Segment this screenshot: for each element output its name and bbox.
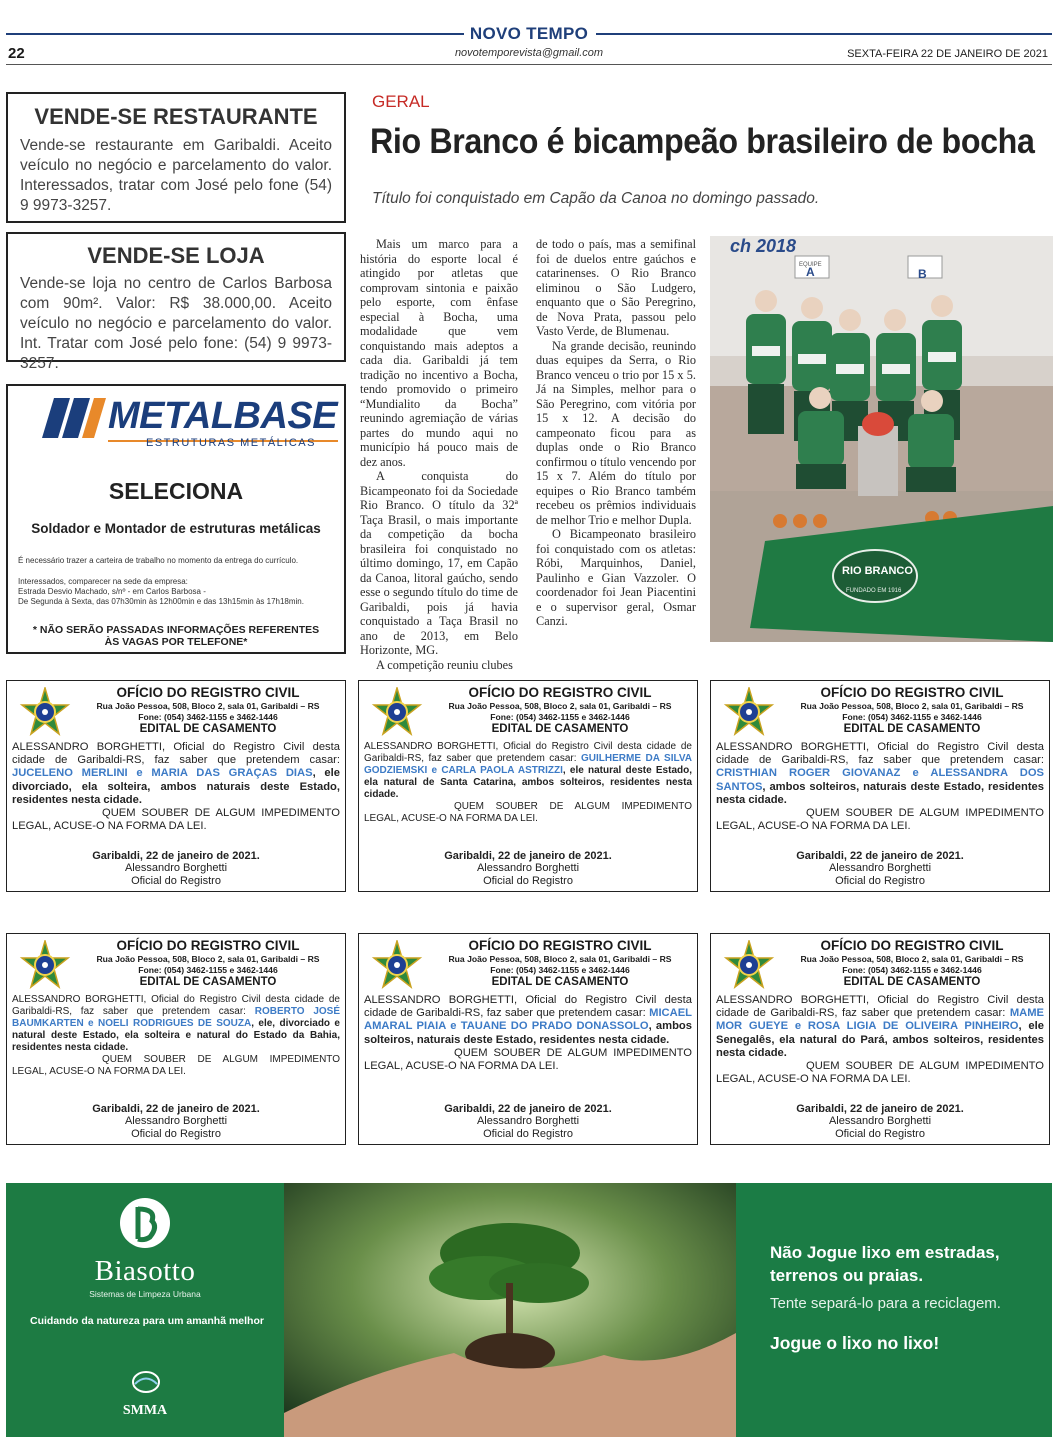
classified-text: Vende-se restaurante em Garibaldi. Aceito veículo no negócio e parcelamento do valor. Interessados, tratar com José pelo fone (54) 9 9973-3257. (20, 137, 332, 214)
article-paragraph: Na grande decisão, reunindo duas equipes da Serra, o Rio Branco venceu o trio por 15 x 5. Já na Simples, melhor para o São Peregrino, com vitória por 15 x 12. A decisão do campeonato ficou para as duplas onde o Rio Branco confirmou o título vencendo por 15 x 7. Além do título por equipes o Rio Branco também recebeu os prêmios individuais de melhor Trio e melhor Dupla. (536, 338, 696, 527)
registry-title: OFÍCIO DO REGISTRO CIVIL (820, 938, 1004, 953)
metalbase-role: Soldador e Montador de estruturas metálicas (31, 521, 321, 536)
registry-phone: Fone: (054) 3462-1155 e 3462-1446 (842, 965, 982, 975)
article-column-2 (536, 237, 696, 629)
registry-signature (7, 850, 345, 888)
registry-address-line: Rua João Pessoa, 508, Bloco 2, sala 01, Garibaldi – RS (800, 954, 1024, 964)
photo-banner-text: ch 2018 (730, 236, 797, 256)
brazil-coat-of-arms-icon (723, 687, 775, 739)
article-headline: Rio Branco é bicampeão brasileiro de bocha (370, 122, 1035, 161)
registry-notice (358, 680, 698, 892)
registry-body (12, 741, 340, 833)
metalbase-brand-sub: ESTRUTURAS METÁLICAS (146, 437, 316, 449)
registry-couple-details: , ele, divorciado e natural deste Estado, ela solteira e natural do Estado da Bahia, residentes nesta cidade. (12, 1018, 340, 1053)
registry-phone: Fone: (054) 3462-1155 e 3462-1446 (138, 965, 278, 975)
registry-body (12, 994, 340, 1078)
article-paragraph: A competição reuniu clubes (376, 657, 513, 672)
registry-intro: ALESSANDRO BORGHETTI, Oficial do Registro Civil desta cidade de Garibaldi-RS, faz saber que pretendem casar: (716, 994, 1044, 1020)
registry-closing: QUEM SOUBER DE ALGUM IMPEDIMENTO LEGAL, ACUSE-O NA FORMA DA LEI. (364, 1046, 692, 1073)
registry-edital: EDITAL DE CASAMENTO (491, 976, 629, 988)
registry-phone: Fone: (054) 3462-1155 e 3462-1446 (138, 712, 278, 722)
registry-signer-role: Oficial do Registro (483, 1127, 573, 1140)
registry-couple-names: JUCELENO MERLINI e MARIA DAS GRAÇAS DIAS (12, 767, 313, 780)
registry-signer-role: Oficial do Registro (835, 874, 925, 887)
article-photo (710, 236, 1053, 642)
registry-signer: Alessandro Borghetti (124, 862, 228, 874)
registry-closing: QUEM SOUBER DE ALGUM IMPEDIMENTO LEGAL, ACUSE-O NA FORMA DA LEI. (12, 1054, 340, 1077)
metalbase-note: É necessário trazer a carteira de trabalho no momento da entrega do currículo. (18, 556, 299, 565)
article-paragraph: A conquista do Bicampeonato foi da Sociedade Rio Branco. O título da 32ª Taça Brasil, o mais importante da competição da bocha brasileira foi conquistado no último domingo, 17, em Capão da Canoa, litoral gaúcho, sendo esse o segundo título do time de Garibaldi, pois já havia conquistado a Taça Brasil no ano de 2013, em Belo Horizonte, MG. (360, 469, 518, 657)
biasotto-message-3: Jogue o lixo no lixo! (770, 1333, 940, 1353)
metalbase-brand: METALBASE (108, 395, 338, 437)
registry-couple-details: , ele divorciado, ela solteira, ambos naturais deste Estado, residentes nesta cidade. (12, 767, 340, 806)
seedling-hands-illustration (284, 1183, 736, 1437)
registry-edital: EDITAL DE CASAMENTO (843, 976, 981, 988)
registry-address (781, 701, 1043, 723)
registry-address (77, 701, 339, 723)
photo-score-b: B (918, 267, 927, 281)
registry-couple-details: , ambos solteiros, naturais deste Estado, residentes nesta cidade. (716, 780, 1044, 806)
registry-intro: ALESSANDRO BORGHETTI, Oficial do Registro Civil desta cidade de Garibaldi-RS, faz saber que pretendem casar: (716, 741, 1044, 767)
registry-closing: QUEM SOUBER DE ALGUM IMPEDIMENTO LEGAL, ACUSE-O NA FORMA DA LEI. (716, 1060, 1044, 1086)
masthead: NOVO TEMPO (469, 24, 589, 43)
photo-flag-text: RIO BRANCO (842, 565, 913, 577)
classified-title: VENDE-SE LOJA (87, 243, 265, 268)
registry-title: OFÍCIO DO REGISTRO CIVIL (116, 685, 300, 700)
registry-signature (711, 1103, 1049, 1141)
biasotto-tagline: Cuidando da natureza para um amanhã melhor (30, 1315, 264, 1327)
registry-date: Garibaldi, 22 de janeiro de 2021. (444, 1102, 612, 1115)
registry-notice (710, 933, 1050, 1145)
registry-notice (6, 933, 346, 1145)
registry-signature (7, 1103, 345, 1141)
article-kicker: GERAL (372, 92, 430, 111)
registry-signer-role: Oficial do Registro (483, 874, 573, 887)
registry-edital: EDITAL DE CASAMENTO (139, 976, 277, 988)
biasotto-logo-icon (118, 1195, 172, 1251)
article-subhead: Título foi conquistado em Capão da Canoa no domingo passado. (372, 190, 820, 207)
registry-date: Garibaldi, 22 de janeiro de 2021. (92, 1102, 260, 1115)
classified-store (6, 232, 346, 372)
smma-brand: SMMA (122, 1403, 168, 1418)
registry-notice (6, 680, 346, 892)
registry-body (716, 741, 1044, 833)
biasotto-message-line: Não Jogue lixo em estradas, (770, 1243, 1000, 1262)
registry-phone: Fone: (054) 3462-1155 e 3462-1446 (490, 712, 630, 722)
registry-address (429, 701, 691, 723)
metalbase-address-1: Interessados, comparecer na sede da empresa: (18, 577, 188, 586)
registry-date: Garibaldi, 22 de janeiro de 2021. (92, 849, 260, 862)
metalbase-logo-icon (40, 396, 108, 440)
registry-couple-details: , ambos solteiros, naturais deste Estado, residentes nesta cidade. (364, 1020, 692, 1046)
registry-edital: EDITAL DE CASAMENTO (139, 723, 277, 735)
article-paragraph: O Bicampeonato brasileiro foi conquistado com os atletas: Róbi, Marquinhos, Daniel, Paulinho e Gian Vazzoler. O coordenador foi Jean Piacentini e o supervisor geral, Osmar Canzi. (536, 527, 696, 628)
classified-restaurant (6, 92, 346, 223)
registry-body (364, 994, 692, 1073)
registry-address-line: Rua João Pessoa, 508, Bloco 2, sala 01, Garibaldi – RS (448, 701, 672, 711)
registry-intro: ALESSANDRO BORGHETTI, Oficial do Registro Civil desta cidade de Garibaldi-RS, faz saber que pretendem casar: (364, 741, 692, 764)
registry-address-line: Rua João Pessoa, 508, Bloco 2, sala 01, Garibaldi – RS (448, 954, 672, 964)
registry-intro: ALESSANDRO BORGHETTI, Oficial do Registro Civil desta cidade de Garibaldi-RS, faz saber que pretendem casar: (12, 994, 340, 1017)
registry-address-line: Rua João Pessoa, 508, Bloco 2, sala 01, Garibaldi – RS (800, 701, 1024, 711)
smma-logo-icon (131, 1369, 161, 1395)
registry-date: Garibaldi, 22 de janeiro de 2021. (796, 1102, 964, 1115)
registry-closing: QUEM SOUBER DE ALGUM IMPEDIMENTO LEGAL, ACUSE-O NA FORMA DA LEI. (12, 807, 340, 833)
metalbase-warning-line: * NÃO SERÃO PASSADAS INFORMAÇÕES REFERENTES (32, 624, 320, 636)
registry-title: OFÍCIO DO REGISTRO CIVIL (820, 685, 1004, 700)
biasotto-message-line: terrenos ou praias. (770, 1266, 924, 1285)
metalbase-address-3: De Segunda à Sexta, das 07h30min às 12h00min e das 13h15min às 17h18min. (18, 597, 304, 606)
registry-phone: Fone: (054) 3462-1155 e 3462-1446 (490, 965, 630, 975)
metalbase-headline: SELECIONA (108, 478, 244, 504)
registry-signer: Alessandro Borghetti (476, 862, 580, 874)
registry-signer: Alessandro Borghetti (828, 1115, 932, 1127)
article-paragraph: Mais um marco para a história do esporte local é atingido por atletas que comprovam sintonia e paixão pelo esporte, com ênfase especial à Bocha, uma modalidade que vem conquistando mais adeptos a cada dia. Garibaldi já tem tradição no incentivo a Bocha, tendo promovido o primeiro “Mundialito da Bocha” reunindo agremiação de várias partes do mundo aqui no município há pouco mais de dez anos. (360, 237, 518, 469)
metalbase-warning-line: ÀS VAGAS POR TELEFONE* (104, 636, 248, 648)
brazil-coat-of-arms-icon (371, 687, 423, 739)
registry-couple-names: CRISTHIAN ROGER GIOVANAZ e ALESSANDRA DOS SANTOS (716, 767, 1044, 793)
biasotto-brand: Biasotto (94, 1255, 196, 1287)
registry-signer: Alessandro Borghetti (828, 862, 932, 874)
header-rule (6, 64, 1052, 65)
masthead-email: novotemporevista@gmail.com (454, 47, 604, 59)
registry-couple-names: MICAEL AMARAL PIAIA e TAUANE DO PRADO DONASSOLO (364, 1007, 693, 1033)
metalbase-warning (6, 624, 346, 648)
registry-notice (358, 933, 698, 1145)
biasotto-photo (284, 1183, 736, 1437)
registry-couple-details: , ele Senegalês, ela natural do Pará, ambos solteiros, residentes nesta cidade. (716, 1020, 1044, 1059)
photo-score-a: A (806, 265, 815, 279)
metalbase-address-2: Estrada Desvio Machado, s/nº - em Carlos Barbosa - (18, 587, 206, 596)
registry-address (429, 954, 691, 976)
article-paragraph: de todo o país, mas a semifinal foi de duelos entre gaúchos e catarinenses. O Rio Branco eliminou o São Ludgero, enquanto que o São Peregrino, de Nova Prata, passou pelo Vasto Verde, de Blumenau. (536, 237, 696, 338)
registry-title: OFÍCIO DO REGISTRO CIVIL (116, 938, 300, 953)
brazil-coat-of-arms-icon (19, 687, 71, 739)
registry-address-line: Rua João Pessoa, 508, Bloco 2, sala 01, Garibaldi – RS (96, 954, 320, 964)
brazil-coat-of-arms-icon (723, 940, 775, 992)
registry-signature (711, 850, 1049, 888)
registry-intro: ALESSANDRO BORGHETTI, Oficial do Registro Civil desta cidade de Garibaldi-RS, faz saber que pretendem casar: (364, 994, 692, 1020)
registry-signer: Alessandro Borghetti (476, 1115, 580, 1127)
registry-intro: ALESSANDRO BORGHETTI, Oficial do Registro Civil desta cidade de Garibaldi-RS, faz saber que pretendem casar: (12, 741, 340, 767)
registry-couple-details: , ele natural deste Estado, ela natural de Santa Catarina, ambos solteiros, residentes nesta cidade. (364, 765, 692, 800)
team-photo-illustration (710, 236, 1053, 642)
registry-closing: QUEM SOUBER DE ALGUM IMPEDIMENTO LEGAL, ACUSE-O NA FORMA DA LEI. (716, 807, 1044, 833)
biasotto-message-2: Tente separá-lo para a reciclagem. (770, 1295, 1001, 1312)
article-column-1 (360, 237, 518, 672)
registry-signature (359, 850, 697, 888)
registry-signer-role: Oficial do Registro (131, 1127, 221, 1140)
biasotto-message-1 (770, 1241, 1000, 1287)
page-number: 22 (8, 45, 25, 62)
biasotto-brand-sub: Sistemas de Limpeza Urbana (89, 1289, 201, 1299)
registry-title: OFÍCIO DO REGISTRO CIVIL (468, 685, 652, 700)
registry-date: Garibaldi, 22 de janeiro de 2021. (796, 849, 964, 862)
classified-title: VENDE-SE RESTAURANTE (34, 104, 318, 129)
registry-signer: Alessandro Borghetti (124, 1115, 228, 1127)
brazil-coat-of-arms-icon (371, 940, 423, 992)
registry-notice (710, 680, 1050, 892)
registry-body (716, 994, 1044, 1086)
issue-date: SEXTA-FEIRA 22 DE JANEIRO DE 2021 (847, 48, 1048, 60)
registry-signer-role: Oficial do Registro (131, 874, 221, 887)
registry-address-line: Rua João Pessoa, 508, Bloco 2, sala 01, Garibaldi – RS (96, 701, 320, 711)
photo-equipe-label: EQUIPE (799, 262, 822, 268)
biasotto-message-panel (736, 1183, 1052, 1437)
classified-text: Vende-se loja no centro de Carlos Barbosa com 90m². Valor: R$ 38.000,00. Aceito veículo no negócio e parcelamento do valor. Int. Tratar com José pelo fone: (54) 9 9973-3257. (20, 275, 332, 372)
registry-couple-names: MAME MOR GUEYE e ROSA LIGIA DE OLIVEIRA PINHEIRO (716, 1007, 1044, 1033)
registry-body (364, 741, 692, 825)
registry-couple-names: ROBERTO JOSÉ BAUMKARTEN e NOELI RODRIGUES DE SOUZA (12, 1006, 341, 1029)
registry-signer-role: Oficial do Registro (835, 1127, 925, 1140)
registry-title: OFÍCIO DO REGISTRO CIVIL (468, 938, 652, 953)
registry-edital: EDITAL DE CASAMENTO (843, 723, 981, 735)
registry-date: Garibaldi, 22 de janeiro de 2021. (444, 849, 612, 862)
registry-signature (359, 1103, 697, 1141)
biasotto-ad (6, 1183, 1052, 1437)
registry-address (77, 954, 339, 976)
photo-flag-sub: FUNDADO EM 1916 (846, 588, 902, 594)
registry-closing: QUEM SOUBER DE ALGUM IMPEDIMENTO LEGAL, ACUSE-O NA FORMA DA LEI. (364, 801, 692, 824)
registry-couple-names: GUILHERME DA SILVA GODZIEMSKI e CARLA PAOLA ASTRIZZI (364, 753, 692, 776)
registry-phone: Fone: (054) 3462-1155 e 3462-1446 (842, 712, 982, 722)
registry-address (781, 954, 1043, 976)
registry-edital: EDITAL DE CASAMENTO (491, 723, 629, 735)
brazil-coat-of-arms-icon (19, 940, 71, 992)
